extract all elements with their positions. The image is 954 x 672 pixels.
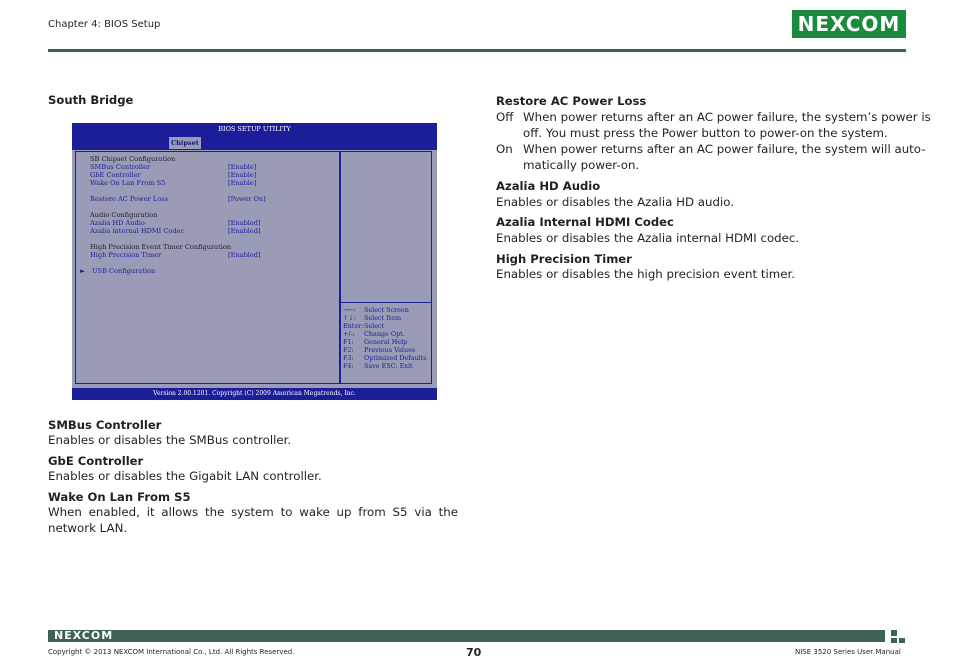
bios-line-label: SMBus Controller bbox=[90, 163, 151, 171]
help-key: →←: bbox=[343, 306, 356, 314]
item-title: Restore AC Power Loss bbox=[496, 94, 647, 108]
help-action: Save ESC: Exit bbox=[364, 362, 413, 370]
bios-line-label: Azalia internal HDMI Codec bbox=[90, 227, 185, 235]
bios-help-panel bbox=[340, 151, 432, 384]
option-text: When power returns after an AC power failure, the system’s power is bbox=[523, 110, 931, 124]
option-text: When power returns after an AC power failure, the system will auto- bbox=[523, 142, 926, 156]
item-title: GbE Controller bbox=[48, 454, 144, 468]
help-key: +/-: bbox=[343, 330, 355, 338]
bios-line-label: Wake On Lan From S5 bbox=[90, 179, 166, 187]
item-title: Azalia Internal HDMI Codec bbox=[496, 215, 674, 229]
help-key: F1: bbox=[343, 338, 354, 346]
bios-line-value: [Enabled] bbox=[228, 219, 261, 227]
bios-line-value: [Enable] bbox=[228, 179, 257, 187]
bios-line-label: High Precision Event Timer Configuration bbox=[90, 243, 232, 251]
bios-line-label: USB Configuration bbox=[92, 267, 156, 275]
item-description: Enables or disables the Azalia HD audio. bbox=[496, 195, 735, 209]
bios-line-label: SB Chipset Configuration bbox=[90, 155, 176, 163]
bios-line-label: GbE Controller bbox=[90, 171, 141, 179]
help-key: F4: bbox=[343, 362, 354, 370]
footer-square-decoration bbox=[899, 638, 905, 643]
footer-square-decoration bbox=[891, 630, 897, 636]
bios-line-label: Restore AC Power Loss bbox=[90, 195, 168, 203]
option-text: matically power-on. bbox=[523, 158, 640, 172]
help-action: Select Screen bbox=[364, 306, 409, 314]
help-key: F3: bbox=[343, 354, 354, 362]
help-action: Optimized Defaults bbox=[364, 354, 427, 362]
help-key: Enter: bbox=[343, 322, 364, 330]
bios-tab-chipset: Chipset bbox=[171, 139, 199, 147]
bios-tab-bar bbox=[72, 136, 437, 150]
copyright: Copyright © 2013 NEXCOM International Co., Ltd. All Rights Reserved. bbox=[48, 648, 295, 656]
help-action: Select Item bbox=[364, 314, 402, 322]
footer-logo: NEXCOM bbox=[54, 629, 114, 642]
item-description: Enables or disables the Gigabit LAN controller. bbox=[48, 469, 322, 483]
header-rule bbox=[48, 49, 906, 52]
item-description: Enables or disables the Azalia internal HDMI codec. bbox=[496, 231, 800, 245]
help-key: F2: bbox=[343, 346, 354, 354]
bios-line-value: [Enabled] bbox=[228, 251, 261, 259]
submenu-arrow-icon: ► bbox=[80, 267, 86, 275]
manual-title: NISE 3520 Series User Manual bbox=[795, 648, 901, 656]
item-description: Enables or disables the high precision event timer. bbox=[496, 267, 796, 281]
bios-screenshot bbox=[72, 123, 437, 400]
help-action: General Help bbox=[364, 338, 408, 346]
item-title: Wake On Lan From S5 bbox=[48, 490, 191, 504]
bios-line-label: Audio Configuration bbox=[90, 211, 158, 219]
item-description: Enables or disables the SMBus controller. bbox=[48, 433, 292, 447]
item-title: Azalia HD Audio bbox=[496, 179, 601, 193]
item-title: High Precision Timer bbox=[496, 252, 632, 266]
bios-footer: Version 2.00.1201. Copyright (C) 2009 American Megatrends, Inc. bbox=[72, 388, 437, 400]
page-number: 70 bbox=[466, 646, 482, 659]
item-description: When enabled, it allows the system to wake up from S5 via the network LAN. bbox=[48, 505, 458, 535]
bios-line-value: [Enabled] bbox=[228, 227, 261, 235]
bios-line-label: High Precision Timer bbox=[90, 251, 162, 259]
nexcom-logo: NEXCOM bbox=[792, 10, 906, 38]
help-action: Previous Values bbox=[364, 346, 416, 354]
chapter-label: Chapter 4: BIOS Setup bbox=[48, 19, 161, 30]
bios-help-divider bbox=[341, 302, 431, 303]
item-title: SMBus Controller bbox=[48, 418, 162, 432]
bios-title: BIOS SETUP UTILITY bbox=[72, 123, 437, 136]
option-text: off. You must press the Power button to power-on the system. bbox=[523, 126, 888, 140]
help-action: Select bbox=[364, 322, 385, 330]
footer-square-decoration bbox=[891, 638, 897, 643]
option-key: Off bbox=[496, 110, 514, 124]
bios-line-label: Azalia HD Audio bbox=[90, 219, 145, 227]
footer-bar bbox=[48, 630, 885, 642]
help-key: ↑↓: bbox=[343, 314, 356, 322]
bios-line-value: [Enable] bbox=[228, 171, 257, 179]
bios-line-value: [Enable] bbox=[228, 163, 257, 171]
help-action: Change Opt. bbox=[364, 330, 405, 338]
section-title: South Bridge bbox=[48, 93, 134, 107]
bios-line-value: [Power On] bbox=[228, 195, 266, 203]
option-key: On bbox=[496, 142, 513, 156]
bios-main-panel bbox=[75, 151, 340, 384]
